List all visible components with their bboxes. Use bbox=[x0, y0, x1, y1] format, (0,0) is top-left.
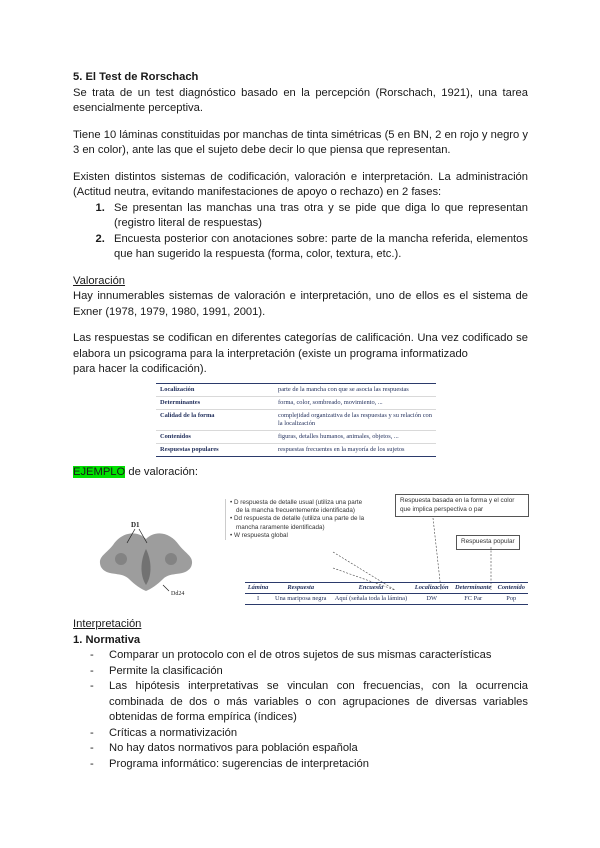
ejemplo-rest: de valoración: bbox=[125, 465, 198, 478]
table-value: figuras, detalles humanos, animales, objetos, ... bbox=[278, 432, 399, 440]
header-cell: Respuesta bbox=[271, 583, 330, 594]
categories-table bbox=[156, 383, 436, 457]
note-popular: Respuesta popular bbox=[456, 535, 520, 550]
header-cell: Contenido bbox=[495, 583, 528, 594]
section-title: 5. El Test de Rorschach bbox=[73, 71, 199, 83]
table-key: Localización bbox=[160, 385, 195, 393]
list-item: - No hay datos normativos para población española bbox=[109, 741, 528, 757]
list-item: - Comparar un protocolo con el de otros sujetos de sus mismas características bbox=[109, 648, 528, 664]
valoracion-paragraph: Hay innumerables sistemas de valoración e interpretación, uno de ellos es el sistema de Exner (1978, 1979, 1980, 1991, 2001). bbox=[73, 290, 528, 318]
example-header-row bbox=[245, 583, 528, 594]
example-table bbox=[245, 582, 528, 605]
table-row bbox=[156, 396, 436, 409]
cell: FC Par bbox=[452, 594, 495, 605]
cell: Aquí (señala toda la lámina) bbox=[330, 594, 411, 605]
phases-list bbox=[73, 201, 528, 263]
label-d1: D1 bbox=[131, 521, 140, 529]
list-item: - Permite la clasificación bbox=[109, 664, 528, 680]
valoracion-heading: Valoración bbox=[73, 274, 126, 287]
example-row bbox=[245, 594, 528, 605]
ejemplo-highlight: EJEMPLO bbox=[73, 465, 126, 478]
normativa-list bbox=[73, 648, 528, 772]
intro-paragraph: Se trata de un test diagnóstico basado en la percepción (Rorschach, 1921), una tarea esencialmente perceptiva. bbox=[73, 86, 528, 114]
table-row bbox=[156, 409, 436, 430]
bullet-item: • D respuesta de detalle usual (utiliza una parte de la mancha frecuentemente identificada) bbox=[230, 499, 363, 515]
cell: I bbox=[245, 594, 271, 605]
header-cell: Determinante bbox=[452, 583, 495, 594]
cell: Una mariposa negra bbox=[271, 594, 330, 605]
laminas-paragraph: Tiene 10 láminas constituidas por manchas de tinta simétricas (5 en BN, 2 en rojo y negro y 3 en color), ante las que el sujeto debe decir lo que piensa que representan. bbox=[73, 128, 528, 156]
table-value: respuestas frecuentes en la mayoría de los sujetos bbox=[278, 445, 405, 453]
table-value: parte de la mancha con que se asocia las respuestas bbox=[278, 385, 409, 393]
ejemplo-line bbox=[73, 465, 528, 481]
document-page bbox=[73, 70, 528, 772]
table-value: forma, color, sombreado, movimiento, ... bbox=[278, 398, 383, 406]
codificacion-paragraph-end: para hacer la codificación). bbox=[73, 363, 207, 375]
normativa-subheading: 1. Normativa bbox=[73, 633, 141, 646]
table-key: Respuestas populares bbox=[160, 445, 219, 453]
bullet-item: • W respuesta global bbox=[230, 531, 288, 539]
header-cell: Localización bbox=[412, 583, 452, 594]
sistemas-paragraph: Existen distintos sistemas de codificación, valoración e interpretación. La administración (Actitud neutra, evitando manifestaciones de apoyo o rechazo) en 2 fases: bbox=[73, 170, 528, 198]
table-key: Contenidos bbox=[160, 432, 191, 440]
table-row bbox=[156, 430, 436, 443]
table-row bbox=[156, 383, 436, 396]
note-determinante: Respuesta basada en la forma y el color que implica perspectiva o par bbox=[395, 494, 529, 517]
interpretacion-heading: Interpretación bbox=[73, 618, 142, 630]
cell: DW bbox=[412, 594, 452, 605]
example-figure bbox=[73, 484, 528, 609]
table-value: complejidad organizativa de las respuestas y su relación con la localización bbox=[278, 411, 432, 427]
phase-item: 2. Encuesta posterior con anotaciones sobre: parte de la mancha referida, elementos que han sugerido la respuesta (forma, color, textura, etc.). bbox=[108, 232, 528, 263]
list-item: - Programa informático: sugerencias de interpretación bbox=[109, 757, 528, 773]
label-dd24: Dd24 bbox=[171, 591, 185, 597]
header-cell: Lámina bbox=[245, 583, 271, 594]
codificacion-paragraph: Las respuestas se codifican en diferentes categorías de calificación. Una vez codificado se elabora un psicograma para la interpretación (existe un programa informatizado bbox=[73, 332, 528, 360]
list-item: - Críticas a normativización bbox=[109, 726, 528, 742]
bullet-item: • Dd respuesta de detalle (utiliza una parte de la mancha raramente identificada) bbox=[230, 515, 365, 531]
table-key: Determinantes bbox=[160, 398, 201, 406]
categories-table-wrap bbox=[156, 383, 436, 457]
phase-item: 1. Se presentan las manchas una tras otra y se pide que diga lo que representan (registro literal de respuestas) bbox=[108, 201, 528, 232]
cell: Pop bbox=[495, 594, 528, 605]
table-key: Calidad de la forma bbox=[160, 411, 215, 419]
table-row bbox=[156, 443, 436, 456]
list-item: - Las hipótesis interpretativas se vinculan con frecuencias, con la ocurrencia combinada de dos o más variables o con agrupaciones de diversas variables obtenidas de forma empírica (índices) bbox=[109, 679, 528, 726]
header-cell: Encuesta bbox=[330, 583, 411, 594]
